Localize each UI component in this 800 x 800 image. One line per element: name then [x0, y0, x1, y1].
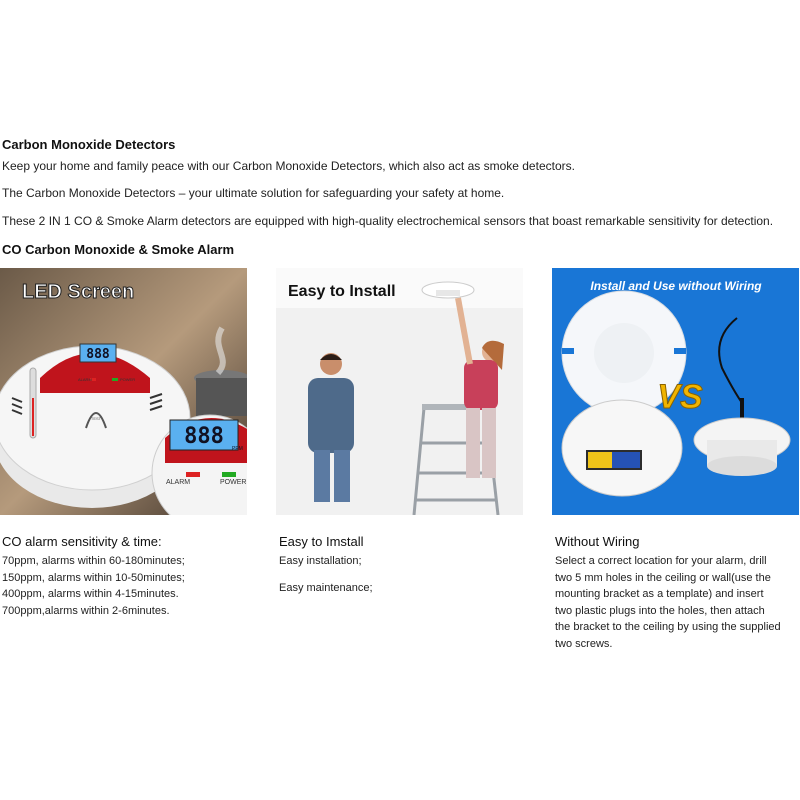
ppm-unit: PPM — [232, 446, 243, 452]
text-line: Easy maintenance; — [279, 581, 373, 594]
lcd-digits-main: 888 — [86, 347, 110, 362]
wiring-illustration — [552, 268, 799, 515]
intro-paragraph-1: Keep your home and family peace with our Carbon Monoxide Detectors, which also act as smoke detectors. — [2, 159, 575, 173]
led-screen-image — [0, 268, 247, 515]
easy-install-caption: Easy to Install — [288, 283, 396, 300]
column-title: Without Wiring — [555, 534, 640, 549]
text-line: 70ppm, alarms within 60-180minutes; — [2, 555, 185, 567]
alarm-label-small: ALARM — [78, 377, 92, 382]
without-wiring-image — [552, 268, 799, 515]
led-screen-caption: LED Screen — [22, 281, 135, 303]
text-line: the bracket to the ceiling by using the supplied — [555, 621, 781, 633]
detector-illustration — [0, 268, 247, 515]
text-line: 150ppm, alarms within 10-50minutes; — [2, 571, 185, 584]
section-title: CO Carbon Monoxide & Smoke Alarm — [2, 242, 235, 257]
test-label: TEST — [90, 416, 102, 421]
text-line: two 5 mm holes in the ceiling or wall(use the — [555, 571, 771, 584]
text-line: mounting bracket as a template) and insert — [555, 588, 764, 600]
install-illustration — [276, 268, 523, 515]
text-line: two screws. — [555, 637, 613, 650]
text-line: 700ppm,alarms within 2-6minutes. — [2, 604, 170, 617]
column-without-wiring — [555, 534, 800, 652]
column-title: Easy to Imstall — [279, 534, 364, 549]
vs-text: VS — [657, 378, 703, 416]
text-line: Select a correct location for your alarm, drill — [555, 555, 767, 567]
easy-install-image — [276, 268, 523, 515]
intro-paragraph-3: These 2 IN 1 CO & Smoke Alarm detectors are equipped with high-quality electrochemical sensors that boast remarkable sensitivity for detection. — [2, 214, 774, 228]
column-sensitivity — [2, 534, 264, 619]
column-easy-install — [279, 534, 541, 596]
text-line: 400ppm, alarms within 4-15minutes. — [2, 588, 179, 600]
power-label-small: POWER — [120, 377, 136, 382]
text-line: Easy installation; — [279, 555, 362, 567]
power-label-zoom: POWER — [220, 479, 247, 486]
text-line: two plastic plugs into the holes, then attach — [555, 604, 765, 617]
alarm-label-zoom: ALARM — [166, 479, 191, 486]
without-wiring-caption: Install and Use without Wiring — [590, 279, 762, 293]
column-title: CO alarm sensitivity & time: — [2, 534, 162, 549]
intro-paragraph-2: The Carbon Monoxide Detectors – your ultimate solution for safeguarding your safety at home. — [2, 186, 505, 200]
lcd-digits-zoom: 888 — [184, 424, 224, 449]
page-title: Carbon Monoxide Detectors — [2, 137, 176, 152]
